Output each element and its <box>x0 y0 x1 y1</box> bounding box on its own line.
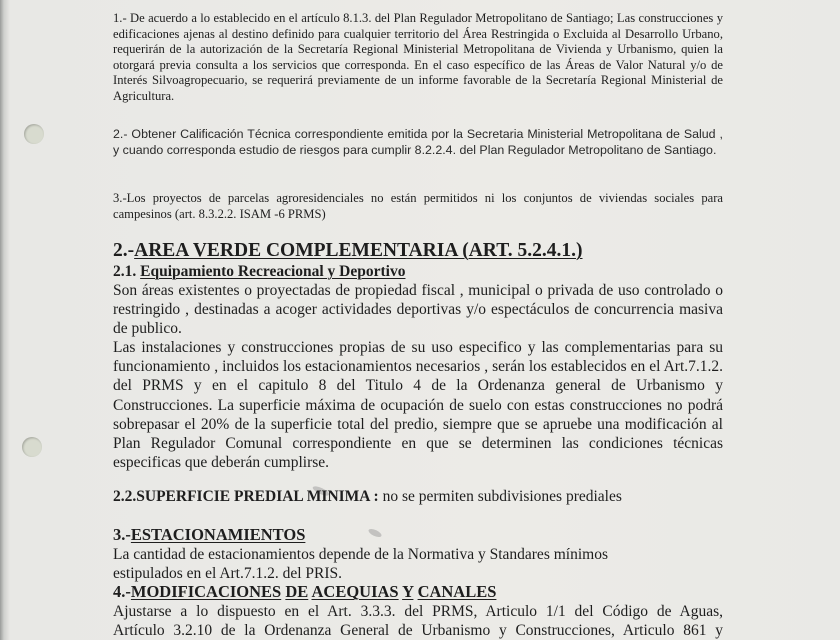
subsection-2-2-title: 2.2.SUPERFICIE PREDIAL MINIMA : <box>113 488 379 505</box>
section-4-line-2: Artículo 3.2.10 de la Ordenanza General de Urbanismo y Construcciones, Articulo 861 y <box>113 622 723 640</box>
subsection-2-2 <box>113 487 723 506</box>
punch-hole <box>24 124 44 144</box>
section-4-heading <box>113 582 723 602</box>
subsection-2-1-heading <box>113 262 723 281</box>
item-2-text: 2.- Obtener Calificación Técnica correspondiente emitida por la Secretaria Ministerial Metropolitana de Salud , y cuando corresponda estudio de riesgos para cumplir 8.2.2.4. del Plan Regulador Metropolitano de Santiago. <box>113 127 723 157</box>
subsection-2-2-text: no se permiten subdivisiones prediales <box>382 488 622 505</box>
subsection-2-1-para-2: Las instalaciones y construcciones propias de su uso especifico y las complementarias para su funcionamiento , incluidos los estacionamientos necesarios , serán los establecidos en el Art.7.1.2. del PRMS y en el capitulo 8 del Titulo 4 de la Ordenanza general de Urbanismo y Construcciones. La superficie máxima de ocupación de suelo con estas construcciones no podrá sobrepasar el 20% de la superficie total del predio, siempre que se apruebe una modificación al Plan Regulador Comunal correspondiente en que se determinen las condiciones técnicas especificas que deberán cumplirse. <box>113 339 723 471</box>
punch-hole <box>22 437 42 457</box>
subsection-2-1-para-1: Son áreas existentes o proyectadas de propiedad fiscal , municipal o privada de uso controlado o restringido , destinadas a acoger actividades deportivas y/o espectáculos de concurrencia masiva de publico. <box>113 282 723 338</box>
section-2-heading <box>113 240 723 262</box>
subsection-2-1-title: Equipamiento Recreacional y Deportivo <box>140 263 406 280</box>
section-2 <box>113 240 723 472</box>
section-3-line-1: La cantidad de estacionamientos depende de la Normativa y Standares mínimos <box>113 546 608 563</box>
item-2 <box>113 127 723 158</box>
section-4 <box>113 582 723 640</box>
section-4-title-word: MODIFICACIONES <box>130 582 282 601</box>
section-4-title-word: Y <box>402 582 414 601</box>
item-1 <box>113 11 723 105</box>
section-2-title: AREA VERDE COMPLEMENTARIA (ART. 5.2.4.1.) <box>134 240 583 261</box>
subsection-2-1-number: 2.1. <box>113 263 137 280</box>
section-4-line-1: Ajustarse a lo dispuesto en el Art. 3.3.3. del PRMS, Articulo 1/1 del Código de Aguas, <box>113 603 723 620</box>
section-3-title: ESTACIONAMIENTOS <box>130 525 306 544</box>
item-3-text: 3.-Los proyectos de parcelas agroresidenciales no están permitidos ni los conjuntos de viviendas sociales para campesinos (art. 8.3.2.2. ISAM -6 PRMS) <box>113 191 723 221</box>
section-4-title-word: ACEQUIAS <box>311 582 399 601</box>
section-3 <box>113 525 723 583</box>
section-3-number: 3.- <box>113 525 131 544</box>
section-3-heading <box>113 525 723 545</box>
section-4-number: 4.- <box>113 582 131 601</box>
section-4-title-word: CANALES <box>417 582 497 601</box>
section-2-number: 2.- <box>113 240 135 261</box>
item-1-text: 1.- De acuerdo a lo establecido en el artículo 8.1.3. del Plan Regulador Metropolitano de Santiago; Las construcciones y edificaciones ajenas al destino definido para cualquier territorio del Área Restringida o Excluida al Desarrollo Urbano, requerirán de la autorización de la Secretaría Regional Ministerial Metropolitana de Vivienda y Urbanismo, quien la otorgará previa consulta a los servicios que corresponda. En el caso específico de las Áreas de Valor Natural y/o de Interés Silvoagropecuario, se requerirá previamente de un informe favorable de la Secretaría Regional Ministerial de Agricultura. <box>113 11 723 103</box>
section-4-title-word: DE <box>285 582 309 601</box>
section-3-line-2: estipulados en el Art.7.1.2. del PRIS. <box>113 565 343 583</box>
item-3 <box>113 191 723 222</box>
